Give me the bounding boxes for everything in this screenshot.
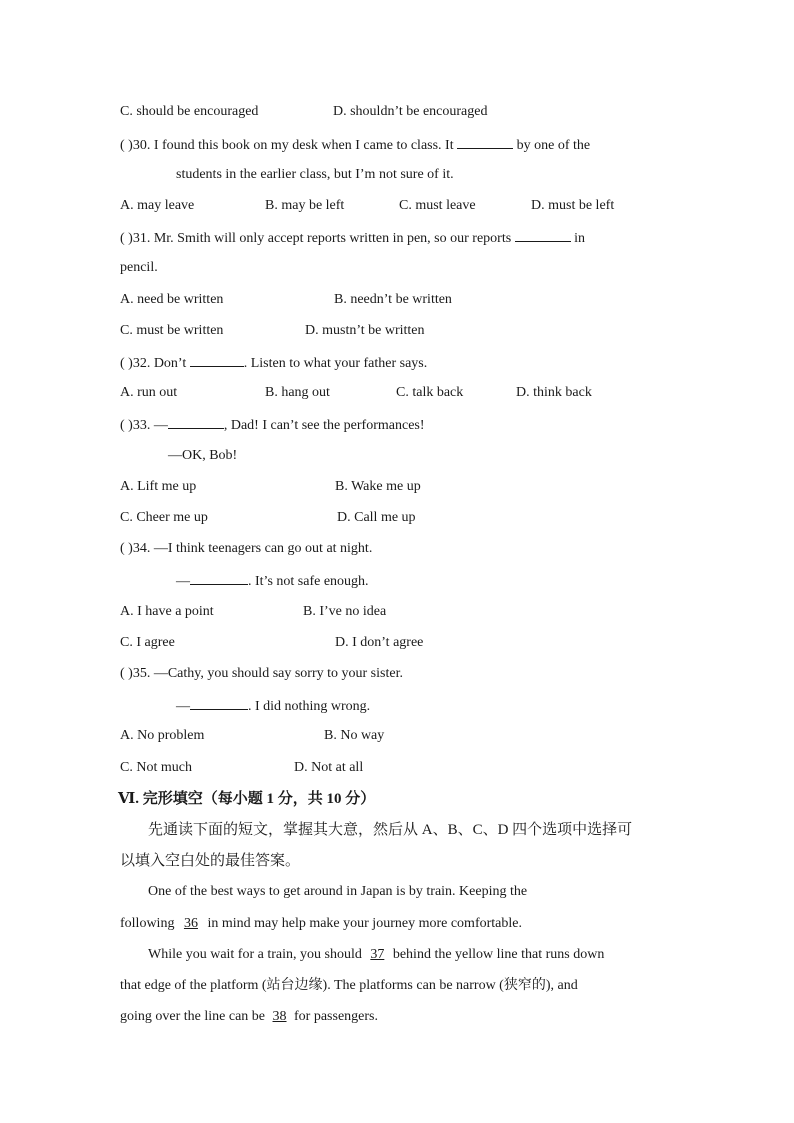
passage-text: While you wait for a train, you should xyxy=(148,947,362,962)
question-34: ( )34. —I think teenagers can go out at night. xyxy=(120,541,373,556)
option-30c: C. must leave xyxy=(399,198,476,213)
option-31d: D. mustn’t be written xyxy=(305,323,425,338)
passage-text: going over the line can be xyxy=(120,1009,266,1024)
question-31-text-end: in xyxy=(574,231,586,246)
option-29c: C. should be encouraged xyxy=(120,104,259,119)
option-34b: B. I’ve no idea xyxy=(303,604,387,619)
answer-blank xyxy=(190,571,248,585)
question-30-text: ( )30. I found this book on my desk when I came to class. It xyxy=(120,138,454,153)
passage-text: in mind may help make your journey more comfortable. xyxy=(207,916,522,931)
instruction-line-2: 以填入空白处的最佳答案。 xyxy=(120,853,301,869)
option-34c: C. I agree xyxy=(120,635,175,650)
option-30a: A. may leave xyxy=(120,198,195,213)
question-31 xyxy=(120,228,585,248)
blank-38: 38 xyxy=(272,1009,287,1024)
option-34a: A. I have a point xyxy=(120,604,214,619)
question-33-reply: —OK, Bob! xyxy=(168,448,238,463)
question-30-text-end: by one of the xyxy=(516,138,591,153)
question-30-continuation: students in the earlier class, but I’m not sure of it. xyxy=(176,167,454,182)
option-34d: D. I don’t agree xyxy=(335,635,424,650)
blank-36: 36 xyxy=(183,916,198,931)
question-35-reply-end: . I did nothing wrong. xyxy=(248,699,371,714)
option-35a: A. No problem xyxy=(120,728,205,743)
question-34-reply xyxy=(176,571,369,591)
option-32a: A. run out xyxy=(120,385,178,400)
answer-blank xyxy=(168,415,224,429)
passage-line-1: One of the best ways to get around in Japan is by train. Keeping the xyxy=(148,884,528,899)
passage-line-4: that edge of the platform (站台边缘). The platforms can be narrow (狭窄的), and xyxy=(120,978,578,993)
question-32 xyxy=(120,353,427,373)
option-33a: A. Lift me up xyxy=(120,479,197,494)
question-35-reply xyxy=(176,696,370,716)
option-31b: B. needn’t be written xyxy=(334,292,452,307)
option-31c: C. must be written xyxy=(120,323,224,338)
option-32b: B. hang out xyxy=(265,385,330,400)
dash: — xyxy=(176,574,190,589)
option-31a: A. need be written xyxy=(120,292,224,307)
question-31-continuation: pencil. xyxy=(120,260,158,275)
option-33c: C. Cheer me up xyxy=(120,510,208,525)
option-32d: D. think back xyxy=(516,385,592,400)
dash: — xyxy=(176,699,190,714)
option-30b: B. may be left xyxy=(265,198,345,213)
question-33-text: ( )33. — xyxy=(120,418,168,433)
option-30d: D. must be left xyxy=(531,198,615,213)
passage-line-2 xyxy=(120,915,522,933)
passage-text: following xyxy=(120,916,175,931)
passage-line-3 xyxy=(148,946,604,964)
question-33 xyxy=(120,415,425,435)
option-35b: B. No way xyxy=(324,728,385,743)
option-35d: D. Not at all xyxy=(294,760,364,775)
answer-blank xyxy=(515,228,571,242)
question-32-text-end: . Listen to what your father says. xyxy=(243,356,428,371)
option-33b: B. Wake me up xyxy=(335,479,421,494)
question-32-text: ( )32. Don’t xyxy=(120,356,187,371)
option-35c: C. Not much xyxy=(120,760,192,775)
answer-blank xyxy=(190,696,248,710)
option-33d: D. Call me up xyxy=(337,510,416,525)
answer-blank xyxy=(457,135,513,149)
blank-37: 37 xyxy=(370,947,385,962)
instruction-line-1: 先通读下面的短文，掌握其大意，然后从 A、B、C、D 四个选项中选择可 xyxy=(148,822,633,838)
section-heading: Ⅵ. 完形填空（每小题 1 分，共 10 分） xyxy=(118,791,376,807)
option-29d: D. shouldn’t be encouraged xyxy=(333,104,488,119)
question-33-text-end: , Dad! I can’t see the performances! xyxy=(223,418,425,433)
option-32c: C. talk back xyxy=(396,385,464,400)
question-34-reply-end: . It’s not safe enough. xyxy=(248,574,369,589)
question-30 xyxy=(120,135,590,155)
question-31-text: ( )31. Mr. Smith will only accept reports written in pen, so our reports xyxy=(120,231,512,246)
passage-line-5 xyxy=(120,1008,378,1026)
passage-text: behind the yellow line that runs down xyxy=(392,947,605,962)
answer-blank xyxy=(190,353,244,367)
passage-text: for passengers. xyxy=(294,1009,378,1024)
question-35: ( )35. —Cathy, you should say sorry to your sister. xyxy=(120,666,403,681)
